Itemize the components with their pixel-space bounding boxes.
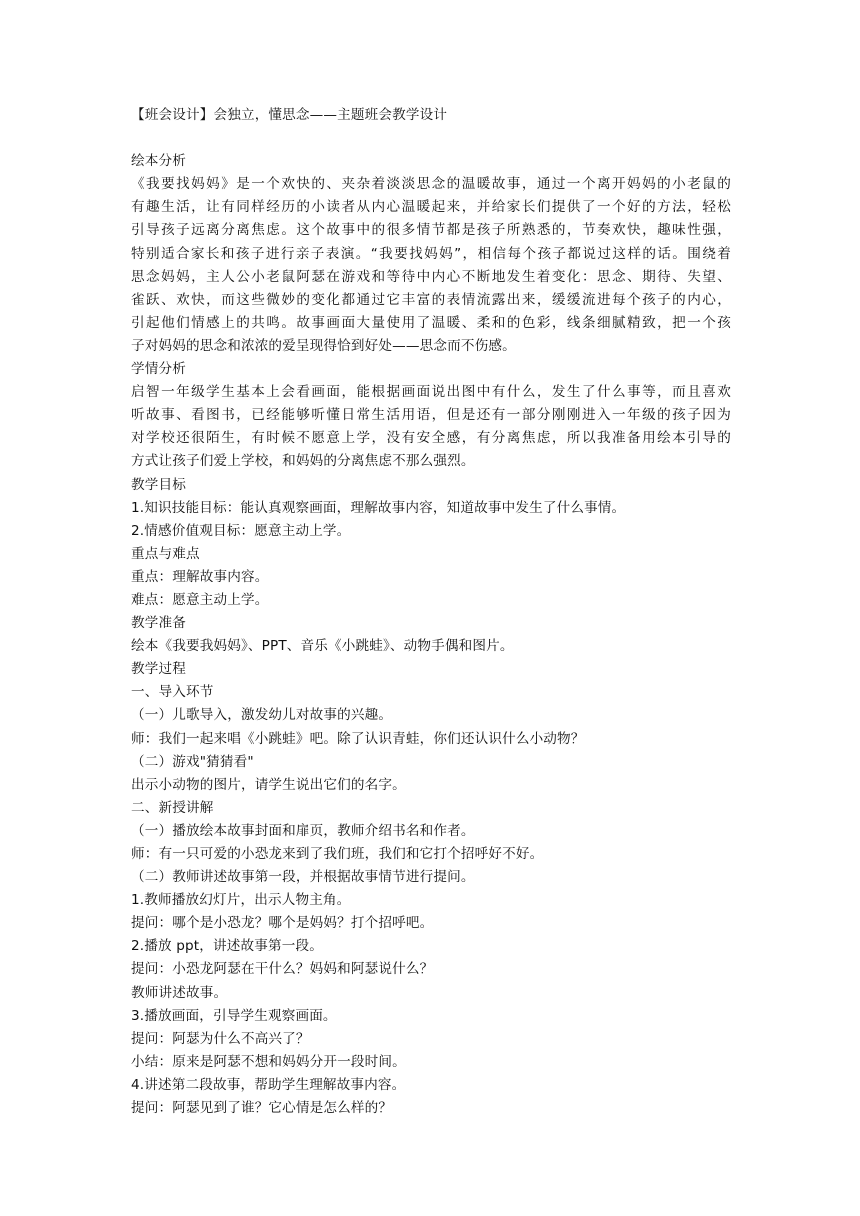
section-heading-key-points: 重点与难点 xyxy=(131,545,200,562)
process-step: 师：有一只可爱的小恐龙来到了我们班，我们和它打个招呼好不好。 xyxy=(131,846,544,862)
process-step: 一、导入环节 xyxy=(131,684,214,701)
paragraph-line: 雀跃、欢快，而这些微妙的变化都通过它丰富的表情流露出来，缓缓流进每个孩子的内心， xyxy=(131,291,731,308)
process-step: （二）游戏"猜猜看" xyxy=(131,753,254,770)
process-step: 提问：阿瑟见到了谁？它心情是怎么样的？ xyxy=(131,1100,393,1117)
section-heading-teaching-process: 教学过程 xyxy=(131,661,186,678)
process-step: 小结：原来是阿瑟不想和妈妈分开一段时间。 xyxy=(131,1053,406,1070)
section-heading-teaching-goals: 教学目标 xyxy=(131,476,186,493)
paragraph-line: 引起他们情感上的共鸣。故事画面大量使用了温暖、柔和的色彩，线条细腻精致，把一个孩 xyxy=(131,314,731,331)
process-step: （二）教师讲述故事第一段，并根据故事情节进行提问。 xyxy=(131,869,475,886)
list-item: 2.情感价值观目标：愿意主动上学。 xyxy=(131,522,351,539)
paragraph-line: 方式让孩子们爱上学校，和妈妈的分离焦虑不那么强烈。 xyxy=(131,453,475,470)
process-step: （一）儿歌导入，激发幼儿对故事的兴趣。 xyxy=(131,707,393,724)
paragraph-line: 听故事、看图书，已经能够听懂日常生活用语，但是还有一部分刚刚进入一年级的孩子因为 xyxy=(131,407,731,424)
process-step: 二、新授讲解 xyxy=(131,799,214,816)
process-step: 教师讲述故事。 xyxy=(131,984,228,1001)
process-step: 出示小动物的图片，请学生说出它们的名字。 xyxy=(131,776,406,793)
paragraph-line: 引导孩子远离分离焦虑。这个故事中的很多情节都是孩子所熟悉的，节奏欢快，趣味性强， xyxy=(131,222,731,239)
process-step: （一）播放绘本故事封面和扉页，教师介绍书名和作者。 xyxy=(131,822,475,839)
section-heading-picture-book-analysis: 绘本分析 xyxy=(131,153,186,170)
paragraph-line: 思念妈妈，主人公小老鼠阿瑟在游戏和等待中内心不断地发生着变化：思念、期待、失望、 xyxy=(131,268,731,285)
paragraph-line: 对学校还很陌生，有时候不愿意上学，没有安全感，有分离焦虑，所以我准备用绘本引导的 xyxy=(131,430,731,447)
process-step: 2.播放 ppt，讲述故事第一段。 xyxy=(131,938,323,955)
process-step: 1.教师播放幻灯片，出示人物主角。 xyxy=(131,892,351,909)
process-step: 4.讲述第二段故事，帮助学生理解故事内容。 xyxy=(131,1076,406,1093)
paragraph-line: 启智一年级学生基本上会看画面，能根据画面说出图中有什么，发生了什么事等，而且喜欢 xyxy=(131,384,731,401)
document-page xyxy=(131,104,731,1120)
list-item: 难点：愿意主动上学。 xyxy=(131,591,269,608)
process-step: 提问：小恐龙阿瑟在干什么？妈妈和阿瑟说什么？ xyxy=(131,961,434,978)
section-heading-learner-analysis: 学情分析 xyxy=(131,361,186,378)
paragraph-line: 绘本《我要我妈妈》、PPT、音乐《小跳蛙》、动物手偶和图片。 xyxy=(131,638,514,655)
paragraph-line: 《我要找妈妈》是一个欢快的、夹杂着淡淡思念的温暖故事，通过一个离开妈妈的小老鼠的 xyxy=(131,176,731,193)
section-heading-preparation: 教学准备 xyxy=(131,615,186,632)
list-item: 1.知识技能目标：能认真观察画面，理解故事内容，知道故事中发生了什么事情。 xyxy=(131,499,626,516)
document-title: 【班会设计】会独立，懂思念——主题班会教学设计 xyxy=(131,107,448,123)
process-step: 师：我们一起来唱《小跳蛙》吧。除了认识青蛙，你们还认识什么小动物？ xyxy=(131,730,585,747)
process-step: 提问：哪个是小恐龙？哪个是妈妈？打个招呼吧。 xyxy=(131,915,434,932)
process-step: 提问：阿瑟为什么不高兴了？ xyxy=(131,1030,310,1047)
list-item: 重点：理解故事内容。 xyxy=(131,568,269,585)
paragraph-line: 有趣生活，让有同样经历的小读者从内心温暖起来，并给家长们提供了一个好的方法，轻松 xyxy=(131,199,731,216)
blank-line xyxy=(131,127,731,150)
paragraph-line: 子对妈妈的思念和浓浓的爱呈现得恰到好处——思念而不伤感。 xyxy=(131,337,516,354)
process-step: 3.播放画面，引导学生观察画面。 xyxy=(131,1007,337,1024)
paragraph-line: 特别适合家长和孩子进行亲子表演。“我要找妈妈”，相信每个孩子都说过这样的话。围绕着 xyxy=(131,245,731,262)
